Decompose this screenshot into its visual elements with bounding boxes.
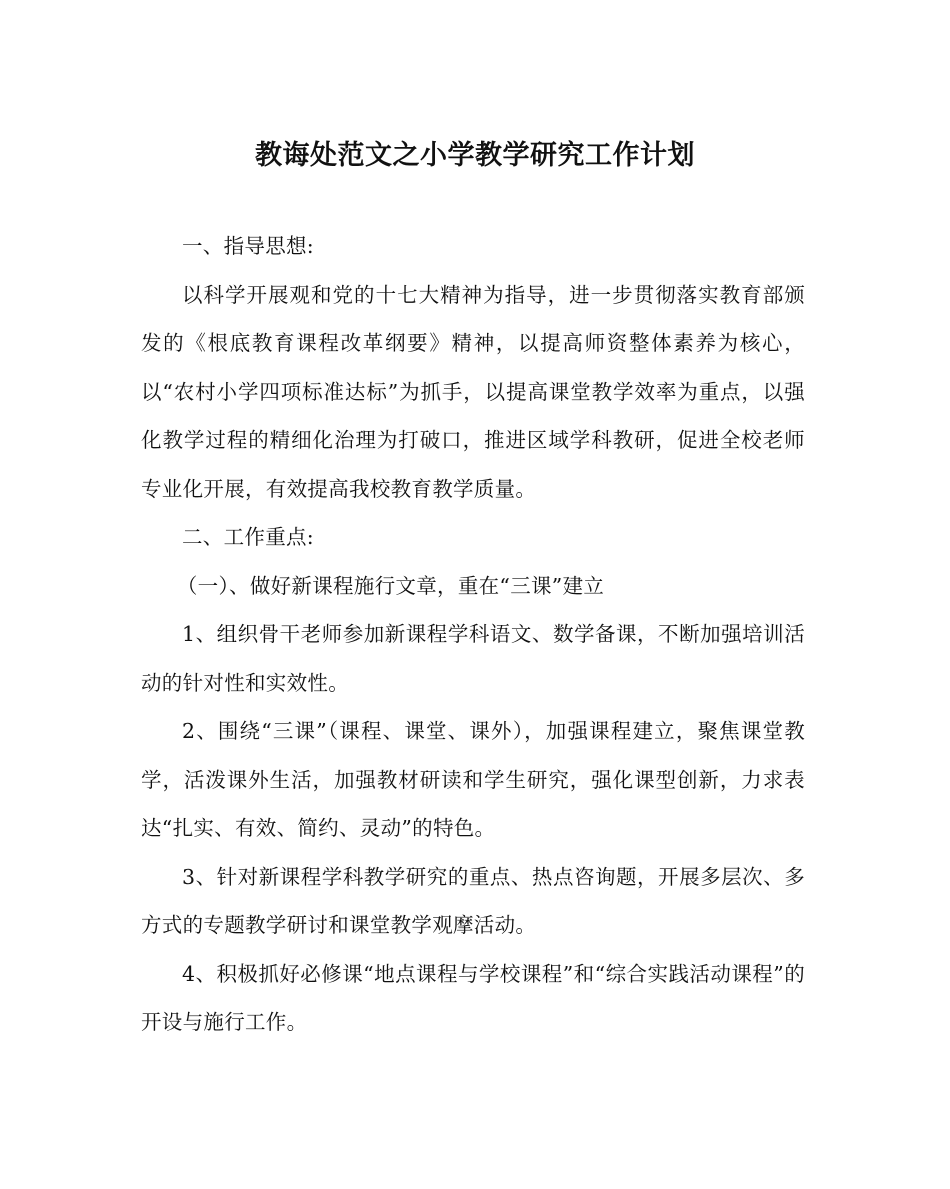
list-item-2: 2、围绕“三课”（课程、课堂、课外），加强课程建立，聚焦课堂教学，活泼课外生活，加强教材研读和学生研究，强化课型创新，力求表达“扎实、有效、简约、灵动”的特色。	[141, 719, 805, 840]
section-heading-guiding-ideology: 一、指导思想:	[182, 234, 315, 258]
document-title: 教诲处范文之小学教学研究工作计划	[255, 140, 695, 171]
paragraph-guiding-ideology: 以科学开展观和党的十七大精神为指导，进一步贯彻落实教育部颁发的《根底教育课程改革纲要》精神，以提高师资整体素养为核心，以“农村小学四项标准达标”为抓手，以提高课堂教学效率为重点，以强化教学过程的精细化治理为打破口，推进区域学科教研，促进全校老师专业化开展，有效提高我校教育教学质量。	[141, 282, 805, 501]
document-body	[141, 222, 805, 1047]
list-item-3: 3、针对新课程学科教学研究的重点、热点咨询题，开展多层次、多方式的专题教学研讨和课堂教学观摩活动。	[141, 864, 805, 937]
list-item-1: 1、组织骨干老师参加新课程学科语文、数学备课，不断加强培训活动的针对性和实效性。	[141, 622, 805, 695]
list-item-4: 4、积极抓好必修课“地点课程与学校课程”和“综合实践活动课程”的开设与施行工作。	[141, 961, 805, 1034]
subsection-heading-new-curriculum: （一）、做好新课程施行文章，重在“三课”建立	[176, 573, 605, 598]
section-heading-work-focus: 二、工作重点:	[182, 525, 315, 549]
